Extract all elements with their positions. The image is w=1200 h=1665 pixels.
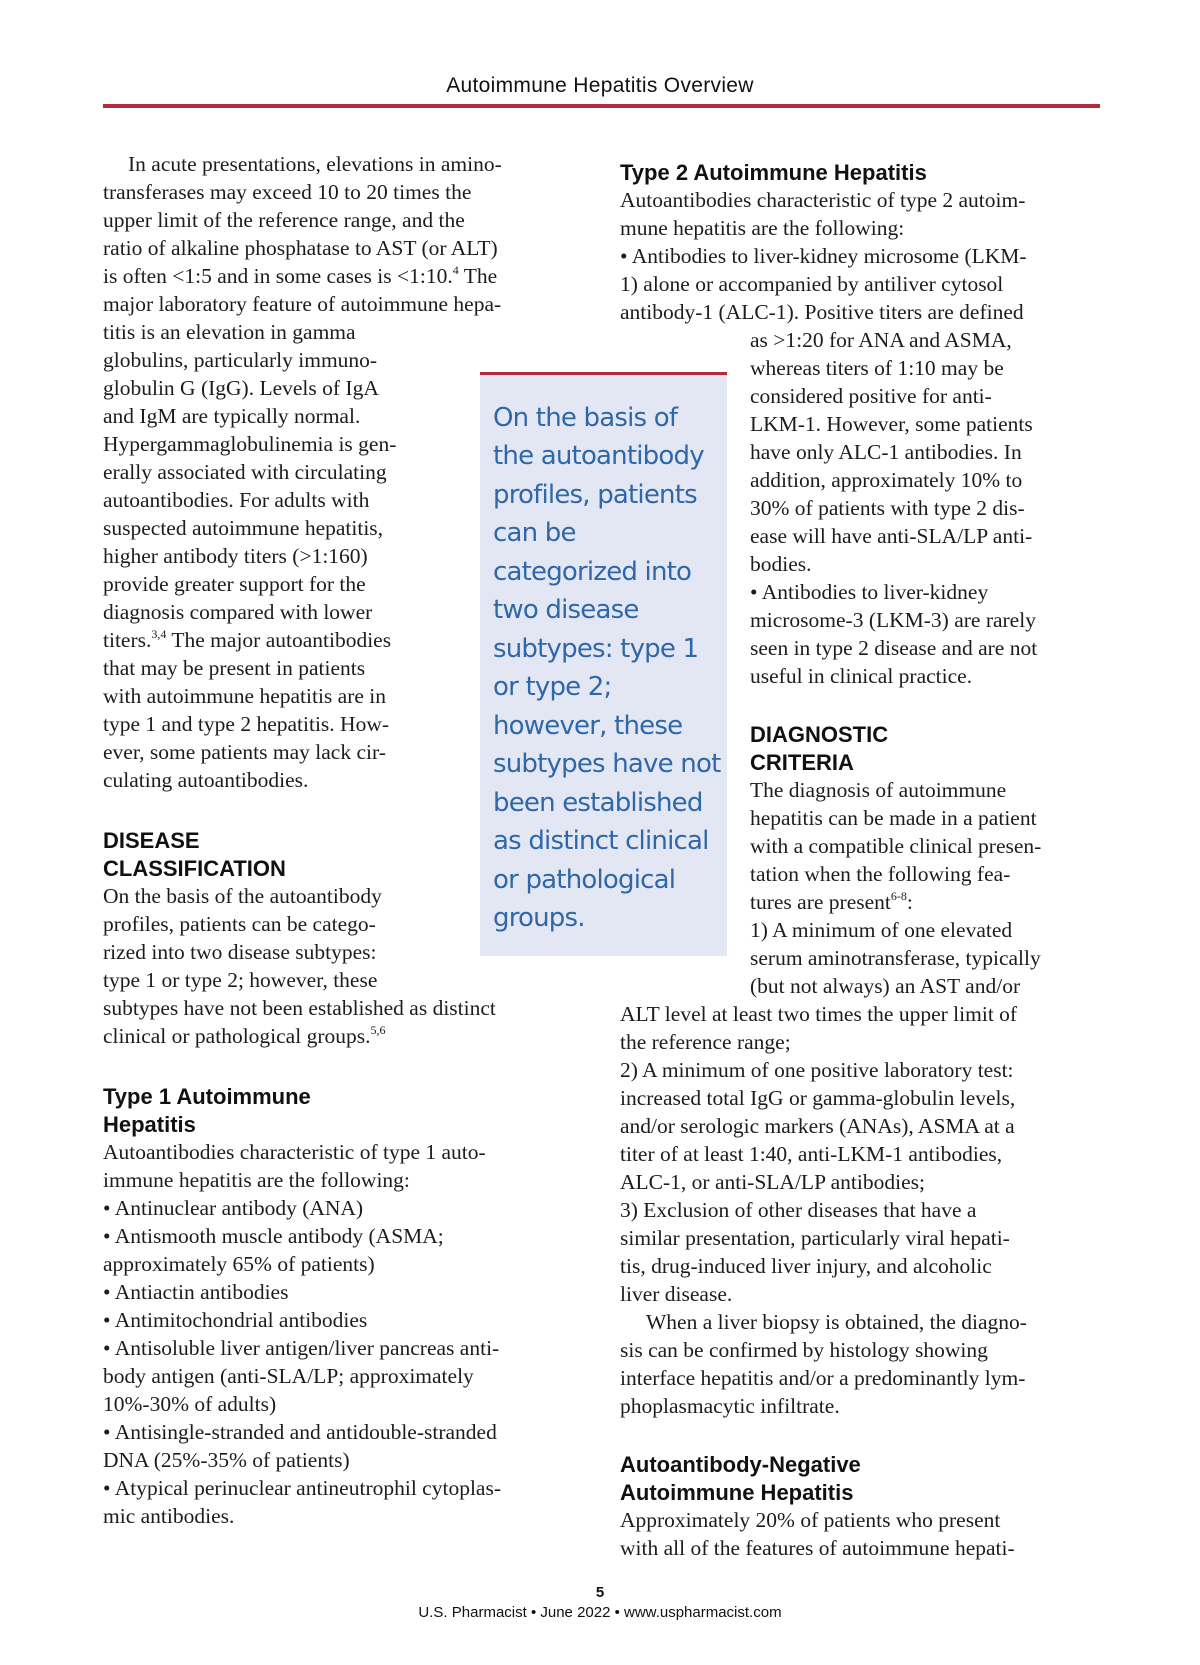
section-heading: CLASSIFICATION — [103, 856, 286, 881]
subsection-heading: Autoantibody-Negative — [620, 1452, 861, 1477]
body-line: mic antibodies. — [103, 1504, 235, 1528]
bullet-item: • Antisoluble liver antigen/liver pancreas anti- — [103, 1336, 500, 1360]
body-line: diagnosis compared with lower — [103, 600, 373, 624]
body-line: ever, some patients may lack cir- — [103, 740, 386, 764]
body-line: body antigen (anti-SLA/LP; approximately — [103, 1364, 474, 1388]
body-line: that may be present in patients — [103, 656, 366, 680]
bullet-item: • Antibodies to liver-kidney — [750, 580, 989, 604]
body-line: ALT level at least two times the upper limit of — [620, 1002, 1018, 1026]
subsection-heading: Autoimmune Hepatitis — [620, 1480, 854, 1505]
footer-publication: U.S. Pharmacist • June 2022 • www.uspharmacist.com — [418, 1604, 782, 1621]
body-line: transferases may exceed 10 to 20 times the — [103, 180, 472, 204]
header-rule — [103, 104, 1100, 108]
bullet-item: • Antimitochondrial antibodies — [103, 1308, 368, 1332]
body-line: hepatitis can be made in a patient — [750, 806, 1037, 830]
pull-quote-line: been established — [493, 788, 703, 818]
body-line: Approximately 20% of patients who present — [620, 1508, 1001, 1532]
body-line: tures are present$^{6-8}$: — [750, 889, 913, 914]
list-item: 3) Exclusion of other diseases that have a — [620, 1198, 977, 1222]
list-item: 1) A minimum of one elevated — [750, 918, 1013, 942]
body-line: and IgM are typically normal. — [103, 404, 361, 428]
pull-quote-line: two disease — [493, 595, 639, 625]
body-line: and/or serologic markers (ANAs), ASMA at a — [620, 1114, 1015, 1138]
body-line: higher antibody titers (>1:160) — [103, 544, 368, 568]
body-line: autoantibodies. For adults with — [103, 488, 370, 512]
pull-quote-line: subtypes have not — [493, 749, 721, 779]
subsection-heading: Type 2 Autoimmune Hepatitis — [620, 160, 927, 185]
pull-quote-line: as distinct clinical — [493, 826, 709, 856]
body-line: tis, drug-induced liver injury, and alcoholic — [620, 1254, 992, 1278]
body-line: ratio of alkaline phosphatase to AST (or ALT) — [103, 236, 498, 260]
body-line: sis can be confirmed by histology showing — [620, 1338, 988, 1362]
body-line: upper limit of the reference range, and the — [103, 208, 465, 232]
body-line: bodies. — [750, 552, 812, 576]
body-line: major laboratory feature of autoimmune hepa- — [103, 292, 502, 316]
body-line: On the basis of the autoantibody — [103, 884, 382, 908]
body-line: serum aminotransferase, typically — [750, 946, 1041, 970]
reference-superscript: 5,6 — [370, 1023, 386, 1037]
body-line: Autoantibodies characteristic of type 1 auto- — [103, 1140, 486, 1164]
body-line: tation when the following fea- — [750, 862, 1011, 886]
body-line: subtypes have not been established as distinct — [103, 996, 496, 1020]
body-line: When a liver biopsy is obtained, the diagno- — [646, 1310, 1027, 1334]
body-line: mune hepatitis are the following: — [620, 216, 905, 240]
bullet-item: • Atypical perinuclear antineutrophil cytoplas- — [103, 1476, 501, 1500]
body-line: liver disease. — [620, 1282, 733, 1306]
body-line: with a compatible clinical presen- — [750, 834, 1042, 858]
body-line: antibody-1 (ALC-1). Positive titers are defined — [620, 300, 1024, 324]
body-line: (but not always) an AST and/or — [750, 974, 1021, 998]
body-line: similar presentation, particularly viral hepati- — [620, 1226, 1010, 1250]
pull-quote-line: can be — [493, 518, 576, 548]
section-heading: DISEASE — [103, 828, 200, 853]
pull-quote-line: the autoantibody — [493, 441, 704, 471]
pull-quote-line: categorized into — [493, 557, 692, 587]
body-line: interface hepatitis and/or a predominantly lym- — [620, 1366, 1026, 1390]
body-line: LKM-1. However, some patients — [750, 412, 1033, 436]
body-line: have only ALC-1 antibodies. In — [750, 440, 1022, 464]
pull-quote-line: however, these — [493, 711, 683, 741]
body-line: 10%-30% of adults) — [103, 1392, 277, 1416]
body-line: DNA (25%-35% of patients) — [103, 1448, 350, 1472]
pull-quote-line: or pathological — [493, 865, 676, 895]
bullet-item: • Antinuclear antibody (ANA) — [103, 1196, 364, 1220]
body-line: addition, approximately 10% to — [750, 468, 1023, 492]
body-line: Hypergammaglobulinemia is gen- — [103, 432, 397, 456]
body-line: useful in clinical practice. — [750, 664, 973, 688]
body-line: 1) alone or accompanied by antiliver cytosol — [620, 272, 1004, 296]
body-line: approximately 65% of patients) — [103, 1252, 375, 1276]
pull-quote-line: On the basis of — [493, 403, 678, 433]
running-header: Autoimmune Hepatitis Overview — [446, 74, 754, 97]
section-heading: CRITERIA — [750, 750, 854, 775]
body-line: microsome-3 (LKM-3) are rarely — [750, 608, 1036, 632]
body-line: suspected autoimmune hepatitis, — [103, 516, 384, 540]
page-number: 5 — [595, 1584, 605, 1601]
body-line: phoplasmacytic infiltrate. — [620, 1394, 840, 1418]
body-line: In acute presentations, elevations in amino- — [128, 152, 502, 176]
body-line: titer of at least 1:40, anti-LKM-1 antibodies, — [620, 1142, 1003, 1166]
body-line: ease will have anti-SLA/LP anti- — [750, 524, 1033, 548]
pull-quote-line: profiles, patients — [493, 480, 697, 510]
body-line: with all of the features of autoimmune hepati- — [620, 1536, 1015, 1560]
body-line: provide greater support for the — [103, 572, 366, 596]
body-line: the reference range; — [620, 1030, 791, 1054]
body-line: culating autoantibodies. — [103, 768, 309, 792]
body-line: Autoantibodies characteristic of type 2 autoim- — [620, 188, 1026, 212]
body-line: clinical or pathological groups.$^{5,6}$ — [103, 1023, 386, 1048]
bullet-item: • Antibodies to liver-kidney microsome (LKM- — [620, 244, 1027, 268]
list-item: 2) A minimum of one positive laboratory test: — [620, 1058, 1014, 1082]
body-line: 30% of patients with type 2 dis- — [750, 496, 1025, 520]
body-line: ALC-1, or anti-SLA/LP antibodies; — [620, 1170, 925, 1194]
body-line: increased total IgG or gamma-globulin levels, — [620, 1086, 1016, 1110]
body-line: considered positive for anti- — [750, 384, 992, 408]
body-line: type 1 or type 2; however, these — [103, 968, 378, 992]
bullet-item: • Antiactin antibodies — [103, 1280, 289, 1304]
body-line: is often <1:5 and in some cases is <1:10.$^4$ The — [103, 263, 498, 288]
bullet-item: • Antismooth muscle antibody (ASMA; — [103, 1224, 444, 1248]
body-line: type 1 and type 2 hepatitis. How- — [103, 712, 390, 736]
body-line: erally associated with circulating — [103, 460, 387, 484]
body-line: globulins, particularly immuno- — [103, 348, 378, 372]
subsection-heading: Type 1 Autoimmune — [103, 1084, 311, 1109]
body-line: The diagnosis of autoimmune — [750, 778, 1007, 802]
body-line: profiles, patients can be catego- — [103, 912, 376, 936]
section-heading: DIAGNOSTIC — [750, 722, 889, 747]
body-line: rized into two disease subtypes: — [103, 940, 377, 964]
body-line: with autoimmune hepatitis are in — [103, 684, 387, 708]
reference-superscript: 6-8 — [890, 889, 907, 903]
body-line: immune hepatitis are the following: — [103, 1168, 410, 1192]
subsection-heading: Hepatitis — [103, 1112, 196, 1137]
reference-superscript: 3,4 — [151, 627, 167, 641]
reference-superscript: 4 — [452, 263, 459, 277]
body-line: seen in type 2 disease and are not — [750, 636, 1038, 660]
body-line: titis is an elevation in gamma — [103, 320, 356, 344]
pull-quote-rule — [480, 372, 727, 375]
body-line: whereas titers of 1:10 may be — [750, 356, 1004, 380]
body-line: globulin G (IgG). Levels of IgA — [103, 376, 379, 400]
body-line: titers.$^{3,4}$ The major autoantibodies — [103, 627, 392, 652]
pull-quote-line: groups. — [493, 903, 585, 933]
bullet-item: • Antisingle-stranded and antidouble-stranded — [103, 1420, 497, 1444]
body-line: as >1:20 for ANA and ASMA, — [750, 328, 1012, 352]
pull-quote-line: or type 2; — [493, 672, 612, 702]
pull-quote-line: subtypes: type 1 — [493, 634, 699, 664]
